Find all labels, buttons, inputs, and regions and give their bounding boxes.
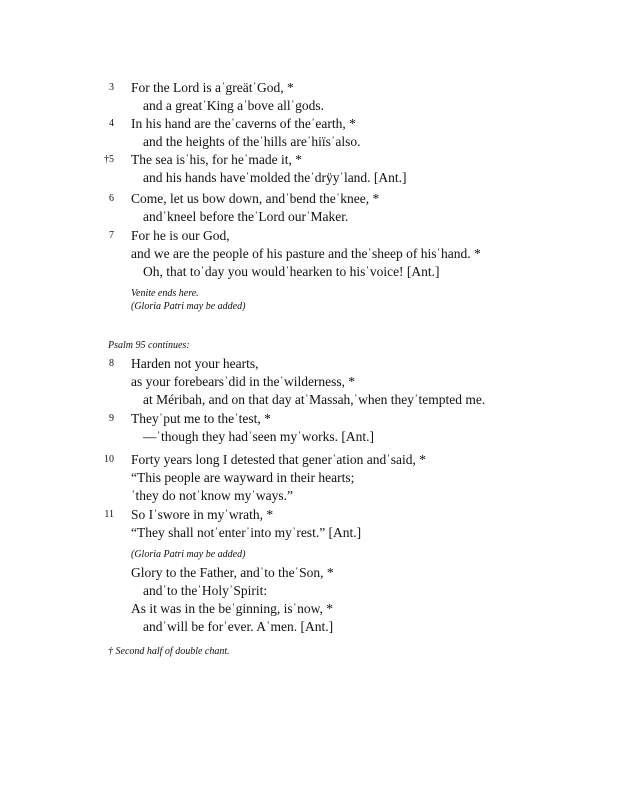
verse-line: Theyˈput me to theˈtest, * <box>131 411 271 426</box>
gloria-note: (Gloria Patri may be added) <box>131 549 246 560</box>
verse-line: ˈthey do notˈknow myˈways.” <box>131 488 293 503</box>
verse-number: 9 <box>109 413 114 424</box>
verse-line: and a greatˈKing aˈbove allˈgods. <box>143 98 325 113</box>
verse-number: 7 <box>109 230 114 241</box>
verse-number: 3 <box>109 82 114 93</box>
verse-line: as your forebearsˈdid in theˈwilderness, * <box>131 374 356 389</box>
verse-line: “This people are wayward in their hearts; <box>131 470 355 485</box>
verse-line: For the Lord is aˈgreätˈGod, * <box>131 80 294 95</box>
gloria-line: andˈwill be forˈever. Aˈmen. [Ant.] <box>143 619 334 634</box>
verse-line: and we are the people of his pasture and theˈsheep of hisˈhand. * <box>131 246 481 261</box>
verse-number: 4 <box>109 118 114 129</box>
verse-line: at Méribah, and on that day atˈMassah,ˈwhen theyˈtempted me. <box>143 392 486 407</box>
verse-line: and his hands haveˈmolded theˈdrÿyˈland. [Ant.] <box>143 170 407 185</box>
verse-number: 10 <box>104 454 114 465</box>
venite-end-note: Venite ends here. <box>131 288 199 299</box>
verse-number: 6 <box>109 193 114 204</box>
gloria-line: andˈto theˈHolyˈSpirit: <box>143 583 268 598</box>
gloria-line: Glory to the Father, andˈto theˈSon, * <box>131 565 334 580</box>
verse-line: “They shall notˈenterˈinto myˈrest.” [Ant.] <box>131 525 362 540</box>
verse-line: Forty years long I detested that generˈation andˈsaid, * <box>131 452 427 467</box>
verse-line: andˈkneel before theˈLord ourˈMaker. <box>143 209 349 224</box>
section-heading: Psalm 95 continues: <box>108 340 190 351</box>
verse-line: Harden not your hearts, <box>131 356 259 371</box>
verse-line: So Iˈswore in myˈwrath, * <box>131 507 274 522</box>
footnote: † Second half of double chant. <box>108 646 230 657</box>
gloria-note: (Gloria Patri may be added) <box>131 301 246 312</box>
verse-number: †5 <box>104 154 114 165</box>
verse-line: —ˈthough they hadˈseen myˈworks. [Ant.] <box>143 429 374 444</box>
verse-line: Oh, that toˈday you wouldˈhearken to hisˈvoice! [Ant.] <box>143 264 440 279</box>
verse-number: 8 <box>109 358 114 369</box>
verse-line: Come, let us bow down, andˈbend theˈknee, * <box>131 191 380 206</box>
gloria-line: As it was in the beˈginning, isˈnow, * <box>131 601 333 616</box>
verse-line: and the heights of theˈhills areˈhiïsˈalso. <box>143 134 361 149</box>
verse-line: For he is our God, <box>131 228 230 243</box>
verse-line: The sea isˈhis, for heˈmade it, * <box>131 152 302 167</box>
verse-number: 11 <box>104 509 114 520</box>
verse-line: In his hand are theˈcaverns of theˈearth, * <box>131 116 356 131</box>
